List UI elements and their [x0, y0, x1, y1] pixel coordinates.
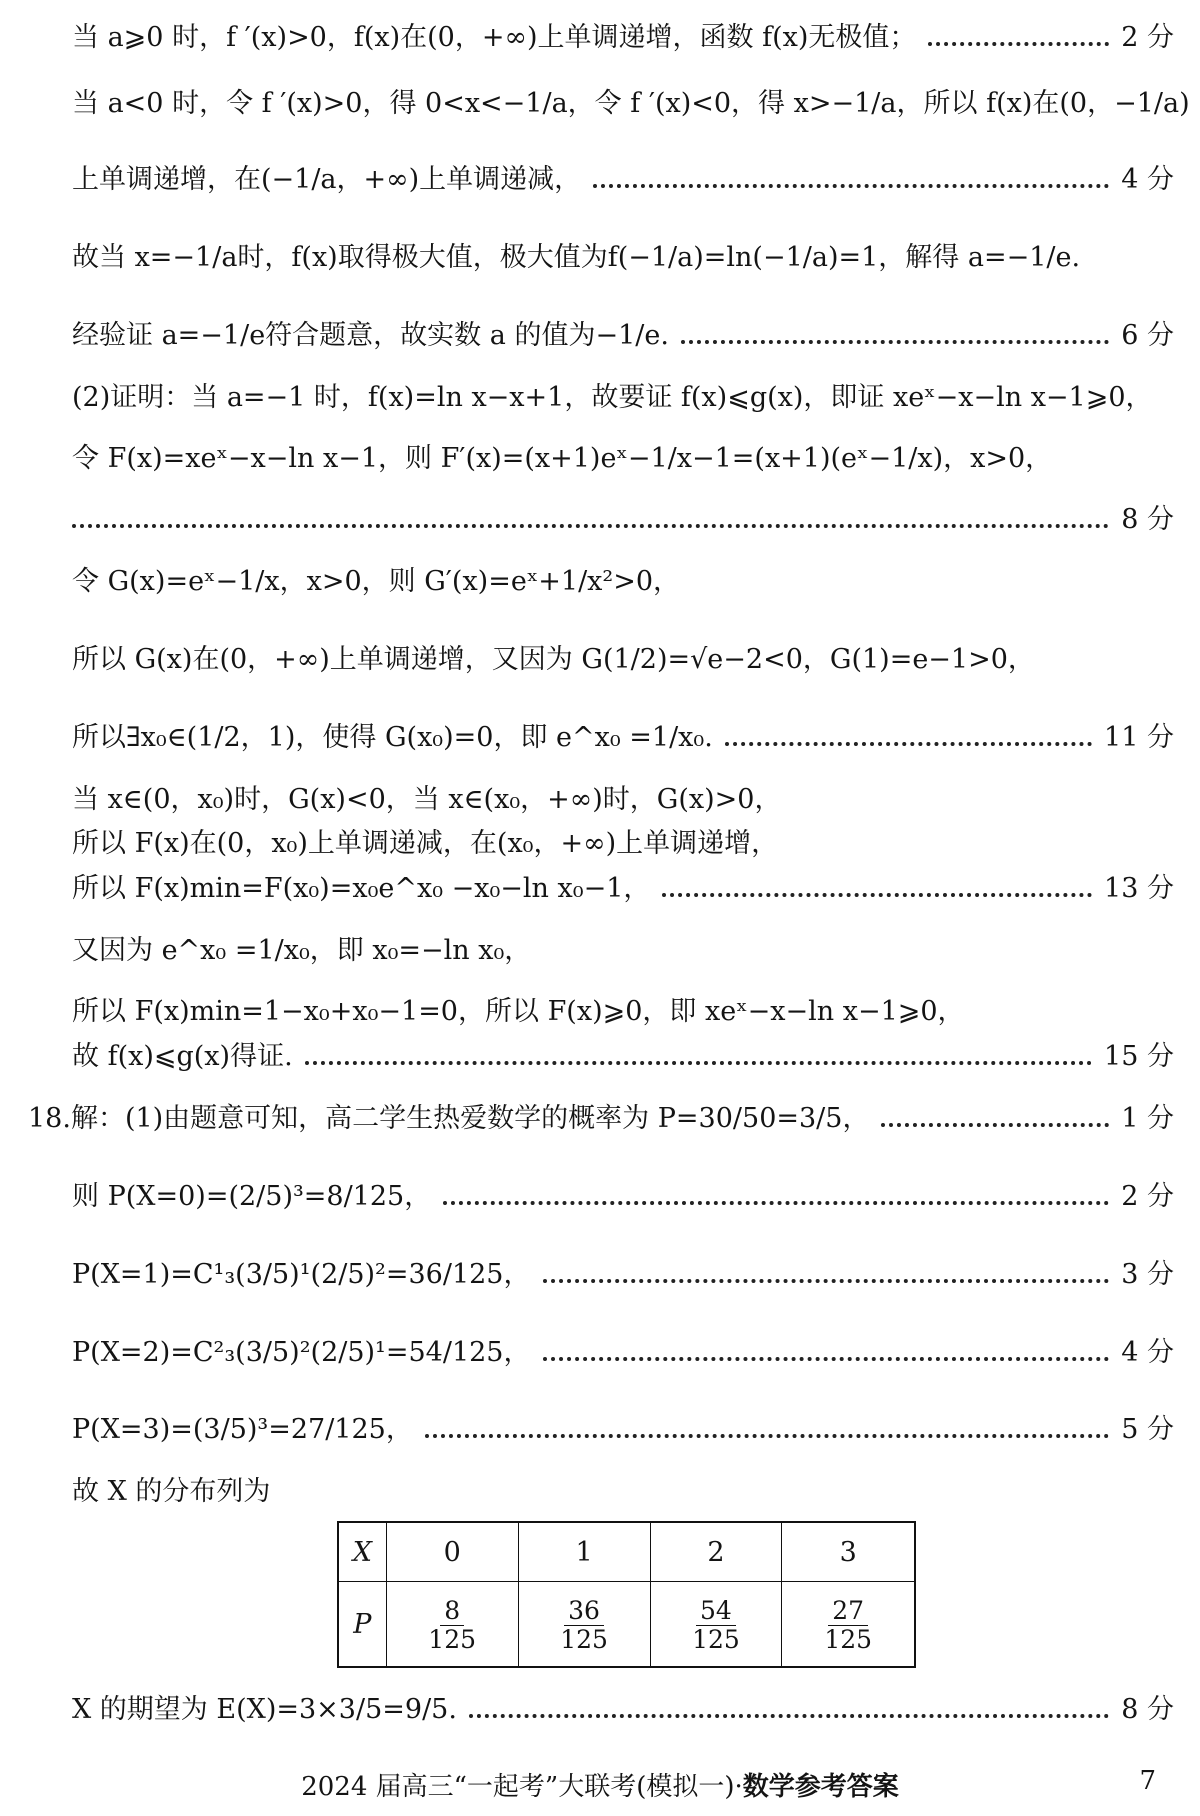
line-14: [72, 873, 1174, 905]
line-2: [72, 88, 1190, 120]
line-4: [72, 242, 1174, 274]
line-9: [72, 566, 1174, 598]
leader-dots: [928, 42, 1109, 46]
line-text: 当 a⩾0 时，f ′(x)>0，f(x)在(0，+∞)上单调递增，函数 f(x)无极值；: [72, 22, 917, 53]
table-header-cell: 2: [650, 1522, 782, 1582]
page-number: 7: [1139, 1766, 1156, 1796]
score-label: 1 分: [1121, 1103, 1174, 1134]
line-15: [72, 935, 1174, 967]
line-12: [72, 784, 1174, 816]
score-label: 2 分: [1121, 22, 1174, 53]
numerator: 36: [564, 1598, 604, 1626]
numerator: 27: [828, 1598, 868, 1626]
line-text: 当 a<0 时，令 f ′(x)>0，得 0<x<−1/a，令 f ′(x)<0，得 x>−1/a，所以 f(x)在(0，−1/a): [72, 88, 1190, 119]
score-label: 4 分: [1121, 1337, 1174, 1368]
denominator: 125: [692, 1625, 740, 1654]
score-label: 3 分: [1121, 1259, 1174, 1290]
numerator: 54: [696, 1598, 736, 1626]
line-22: [72, 1414, 1174, 1446]
line-23: [72, 1476, 1174, 1508]
score-label: 4 分: [1121, 164, 1174, 195]
line-13: [72, 828, 1174, 860]
fraction: [820, 1595, 876, 1654]
footer-prefix: 2024 届高三“一起考”大联考(模拟一)·: [301, 1772, 743, 1802]
line-text: P(X=1)=C¹₃(3/5)¹(2/5)²=36/125，: [72, 1259, 531, 1290]
line-text: 故当 x=−1/a时，f(x)取得极大值，极大值为f(−1/a)=ln(−1/a)=1，解得 a=−1/e.: [72, 242, 1081, 273]
leader-dots: [443, 1201, 1109, 1205]
line-text: P(X=3)=(3/5)³=27/125，: [72, 1414, 413, 1445]
distribution-table: [337, 1521, 916, 1668]
fraction: [424, 1595, 480, 1654]
line-1: [72, 22, 1174, 54]
denominator: 125: [560, 1625, 608, 1654]
score-label: 15 分: [1104, 1041, 1174, 1072]
line-text: 当 x∈(0，x₀)时，G(x)<0，当 x∈(x₀，+∞)时，G(x)>0，: [72, 784, 782, 815]
line-text: P(X=2)=C²₃(3/5)²(2/5)¹=54/125，: [72, 1337, 531, 1368]
leader-dots: [881, 1123, 1109, 1127]
line-6: [72, 382, 1174, 414]
line-text: X 的期望为 E(X)=3×3/5=9/5.: [72, 1694, 457, 1725]
line-16: [72, 996, 1174, 1028]
page-footer: [0, 1766, 1200, 1803]
line-text: 所以 G(x)在(0，+∞)上单调递增，又因为 G(1/2)=√e−2<0，G(1)=e−1>0，: [72, 644, 1035, 675]
table-header-cell: 0: [386, 1522, 518, 1582]
denominator: 125: [428, 1625, 477, 1654]
line-24: [72, 1694, 1174, 1726]
fraction: [688, 1595, 744, 1654]
table-row-label: P: [338, 1582, 386, 1668]
line-text: 则 P(X=0)=(2/5)³=8/125，: [72, 1181, 432, 1212]
table-header-cell: X: [338, 1522, 386, 1582]
line-21: [72, 1337, 1174, 1369]
line-text: 上单调递增，在(−1/a，+∞)上单调递减，: [72, 164, 582, 195]
table-cell: [518, 1582, 650, 1668]
line-text: 经验证 a=−1/e符合题意，故实数 a 的值为−1/e.: [72, 320, 669, 351]
score-label: 5 分: [1121, 1414, 1174, 1445]
line-7: [72, 443, 1174, 475]
table-row: [338, 1582, 915, 1668]
line-text: 令 F(x)=xeˣ−x−ln x−1，则 F′(x)=(x+1)eˣ−1/x−1=(x+1)(eˣ−1/x)，x>0，: [72, 443, 1053, 474]
leader-dots: [72, 524, 1109, 528]
denominator: 125: [824, 1625, 873, 1654]
line-18: [28, 1103, 1174, 1135]
line-text: 故 f(x)⩽g(x)得证.: [72, 1041, 293, 1072]
fraction: [556, 1595, 612, 1654]
line-19: [72, 1181, 1174, 1213]
line-text: (2)证明：当 a=−1 时，f(x)=ln x−x+1，故要证 f(x)⩽g(x)，即证 xeˣ−x−ln x−1⩾0，: [72, 382, 1153, 413]
line-5: [72, 320, 1174, 352]
line-3: [72, 164, 1174, 196]
table-cell: [782, 1582, 915, 1668]
table-cell: [386, 1582, 518, 1668]
line-11: [72, 722, 1174, 754]
line-text: 18.解：(1)由题意可知，高二学生热爱数学的概率为 P=30/50=3/5，: [28, 1103, 870, 1134]
line-20: [72, 1259, 1174, 1291]
line-17: [72, 1041, 1174, 1073]
table-header-cell: 3: [782, 1522, 915, 1582]
line-text: 令 G(x)=eˣ−1/x，x>0，则 G′(x)=eˣ+1/x²>0，: [72, 566, 681, 597]
line-text: 故 X 的分布列为: [72, 1476, 271, 1507]
leader-dots: [593, 184, 1109, 188]
score-label: 8 分: [1121, 1694, 1174, 1725]
line-text: 所以 F(x)min=1−x₀+x₀−1=0，所以 F(x)⩾0，即 xeˣ−x−ln x−1⩾0，: [72, 996, 965, 1027]
footer-subject: 数学参考答案: [742, 1772, 899, 1802]
score-label: 2 分: [1121, 1181, 1174, 1212]
table-cell: [650, 1582, 782, 1668]
score-label: 8 分: [1121, 504, 1174, 535]
leader-dots: [681, 340, 1109, 344]
table-header-row: [338, 1522, 915, 1582]
line-10: [72, 644, 1174, 676]
line-8: [72, 504, 1174, 536]
score-label: 6 分: [1121, 320, 1174, 351]
line-text: 所以 F(x)min=F(x₀)=x₀e^x₀ −x₀−ln x₀−1，: [72, 873, 651, 904]
score-label: 13 分: [1104, 873, 1174, 904]
table-header-cell: 1: [518, 1522, 650, 1582]
line-text: 所以∃x₀∈(1/2，1)，使得 G(x₀)=0，即 e^x₀ =1/x₀.: [72, 722, 713, 753]
leader-dots: [305, 1061, 1092, 1065]
numerator: 8: [440, 1598, 464, 1626]
score-label: 11 分: [1104, 722, 1174, 753]
leader-dots: [425, 1434, 1109, 1438]
leader-dots: [543, 1357, 1110, 1361]
leader-dots: [469, 1714, 1109, 1718]
leader-dots: [543, 1279, 1110, 1283]
leader-dots: [725, 742, 1092, 746]
leader-dots: [662, 893, 1092, 897]
line-text: 所以 F(x)在(0，x₀)上单调递减，在(x₀，+∞)上单调递增，: [72, 828, 779, 859]
line-text: 又因为 e^x₀ =1/x₀，即 x₀=−ln x₀，: [72, 935, 532, 966]
